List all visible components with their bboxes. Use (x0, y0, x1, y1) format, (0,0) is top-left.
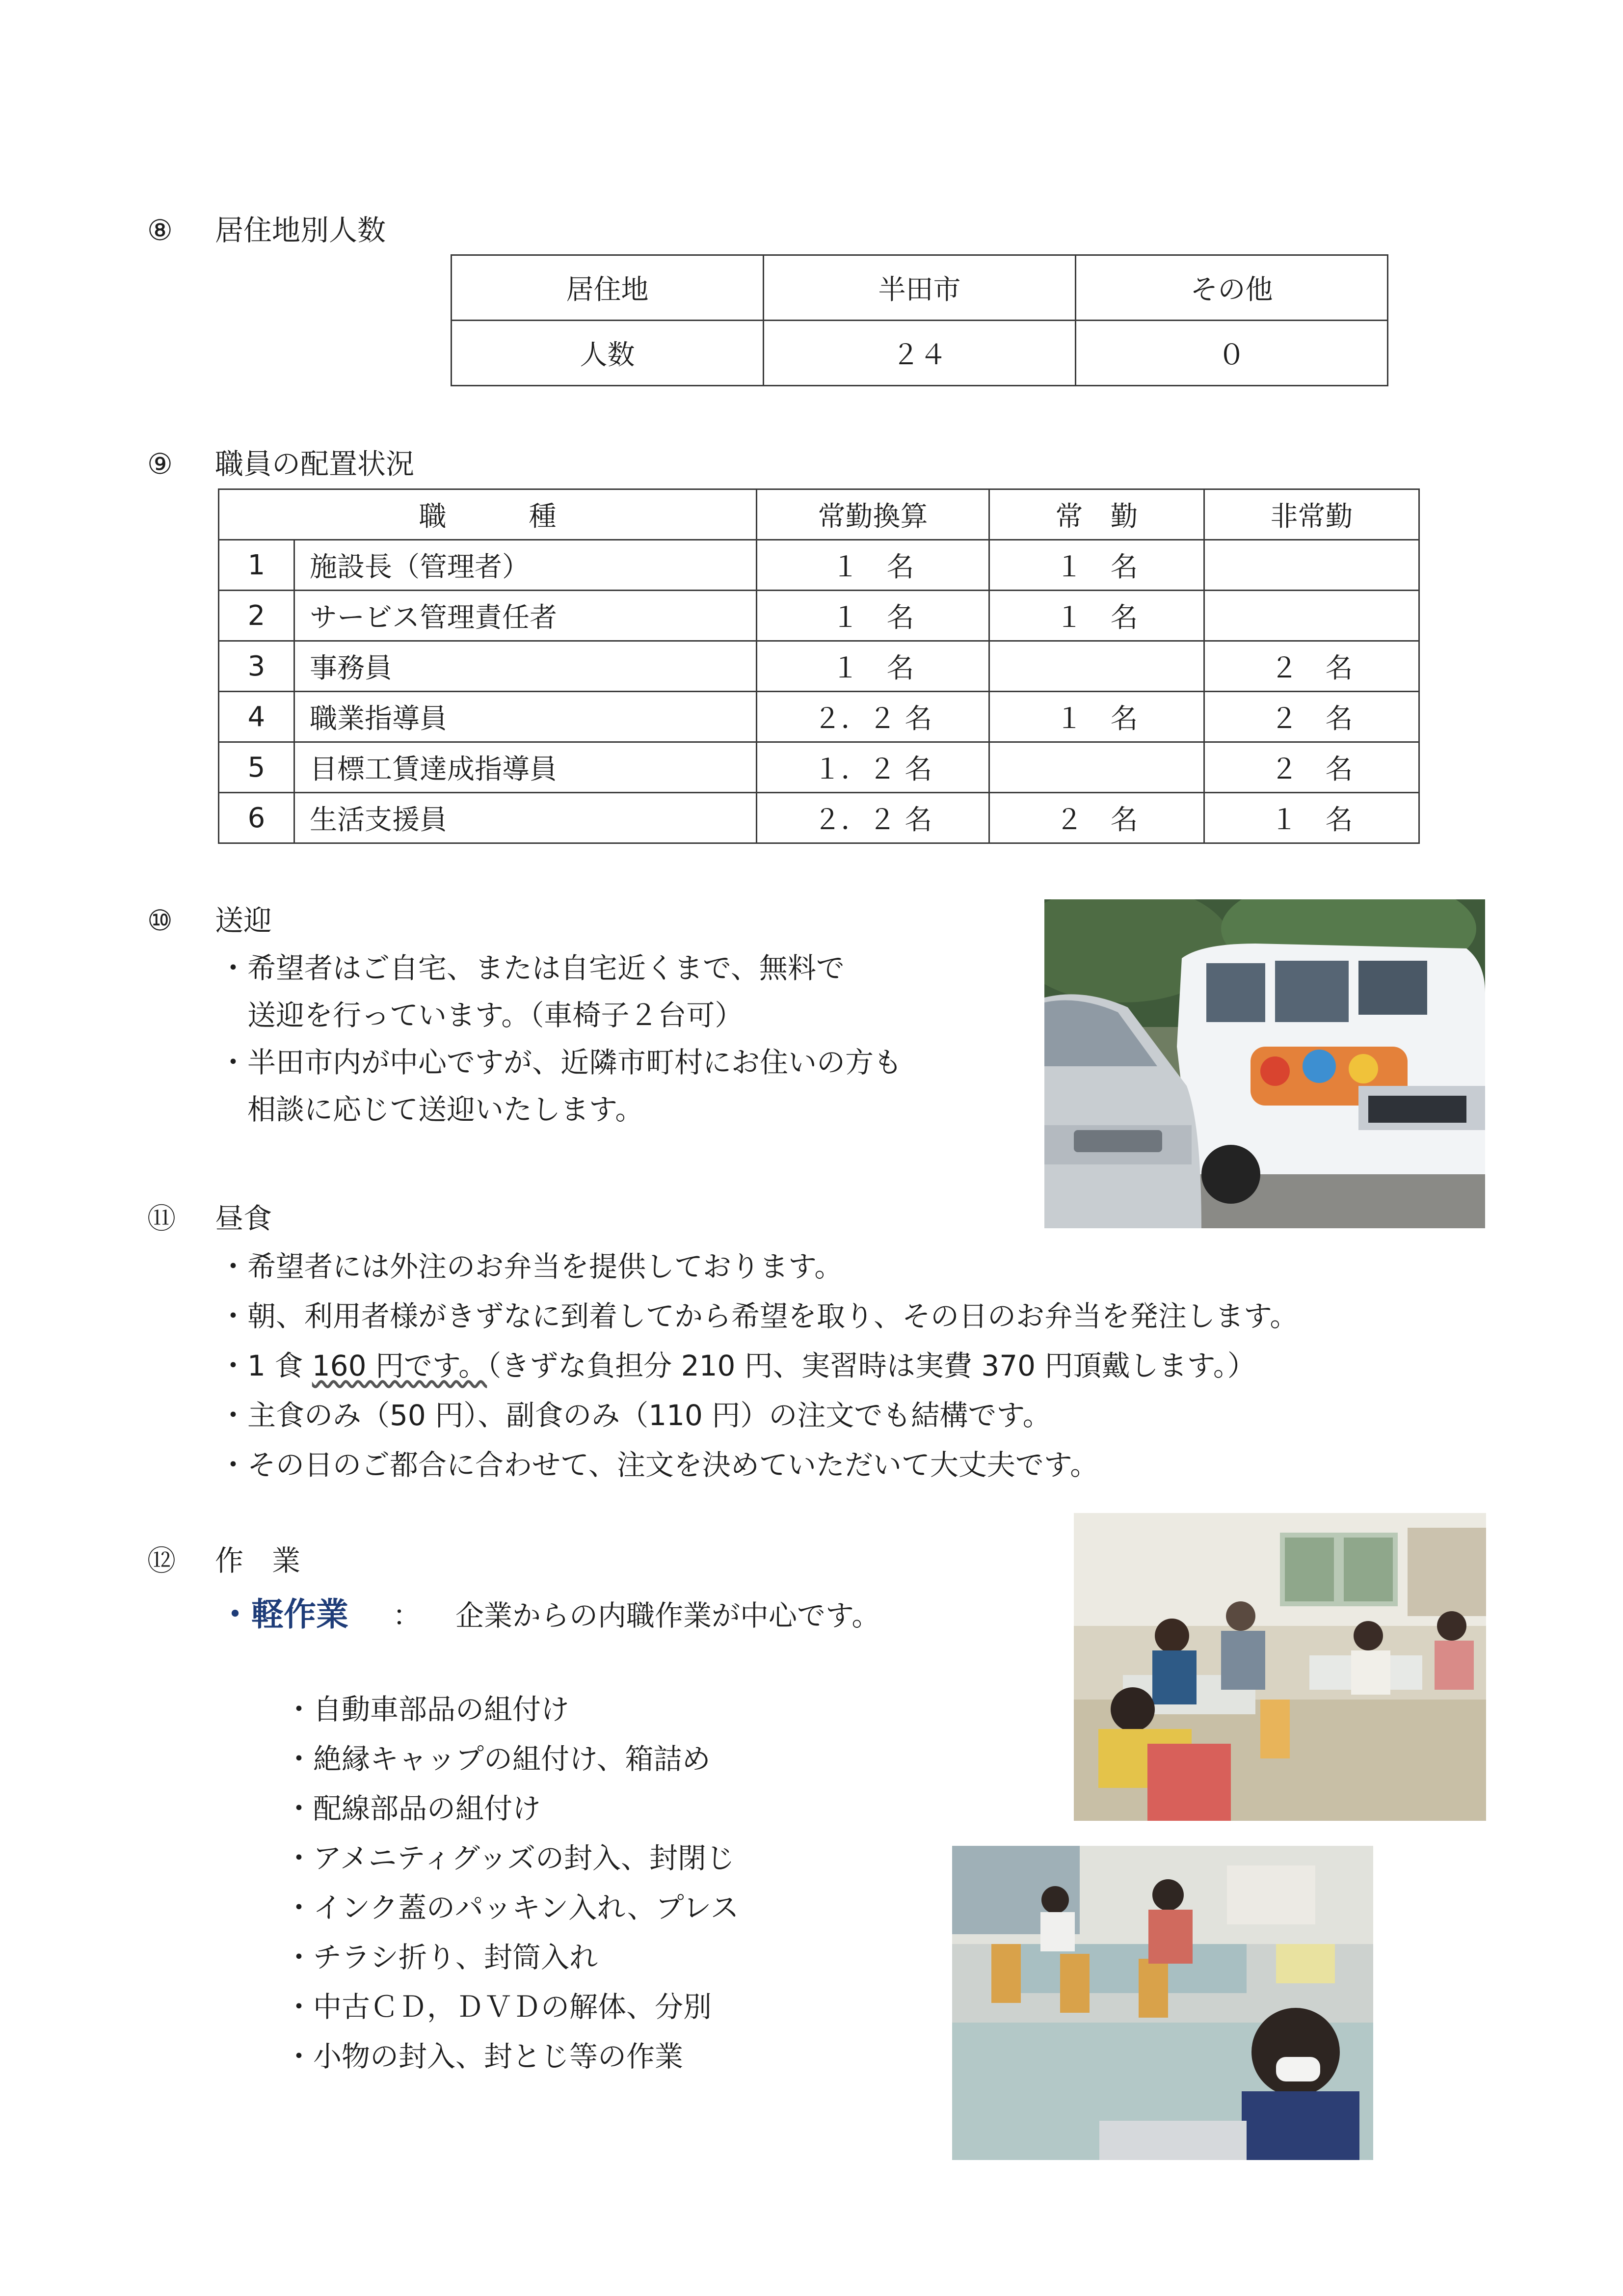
job-title: 目標工賃達成指導員 (294, 742, 757, 793)
section11-title: 昼食 (215, 1202, 272, 1235)
table-header: その他 (1076, 255, 1388, 321)
task-list (285, 1685, 739, 2081)
section10-heading (147, 906, 272, 935)
list-item: ・自動車部品の組付け (285, 1693, 570, 1726)
part-time-cell: ２ 名 (1204, 641, 1419, 692)
section8-title: 居住地別人数 (215, 214, 386, 247)
full-time-cell: １ 名 (989, 591, 1204, 641)
table-row (219, 591, 1419, 641)
light-work-desc: 企業からの内職作業が中心です。 (455, 1599, 880, 1632)
price-suffix: （きずな負担分 210 円、実習時は実費 370 円頂戴します。） (487, 1349, 1256, 1382)
workers-illustration (952, 1846, 1373, 2160)
section11-heading (147, 1204, 272, 1233)
job-title: サービス管理責任者 (294, 591, 757, 641)
fte-cell: １．２ 名 (757, 742, 989, 793)
list-item: ・中古ＣＤ，ＤＶＤの解体、分別 (285, 1990, 712, 2024)
list-item: ・絶縁キャップの組付け、箱詰め (285, 1742, 711, 1776)
row-number: 3 (219, 641, 294, 692)
row-number: 2 (219, 591, 294, 641)
section8-number: ⑧ (147, 214, 173, 247)
photo-workers (952, 1846, 1373, 2160)
price-highlight: 160 円です。 (312, 1349, 487, 1382)
job-title: 職業指導員 (294, 692, 757, 742)
table-cell: ０ (1076, 321, 1388, 386)
section9-number: ⑨ (147, 447, 173, 481)
table-header: 常勤換算 (757, 489, 989, 540)
table-row (219, 793, 1419, 843)
section12-heading (147, 1546, 300, 1575)
transport-line: 相談に応じて送迎いたします。 (247, 1093, 644, 1126)
table-row (219, 692, 1419, 742)
table-cell: ２４ (764, 321, 1076, 386)
row-number: 4 (219, 692, 294, 742)
full-time-cell (989, 742, 1204, 793)
transport-line: ・希望者はご自宅、または自宅近くまで、無料で (219, 951, 845, 985)
job-title: 施設長（管理者） (294, 540, 757, 591)
photo-van (1044, 899, 1485, 1228)
section12-title: 作 業 (215, 1544, 301, 1577)
fte-cell: ２．２ 名 (757, 793, 989, 843)
table-row (452, 255, 1388, 321)
table-row (452, 321, 1388, 386)
part-time-cell: ２ 名 (1204, 692, 1419, 742)
full-time-cell (989, 641, 1204, 692)
table-header: 非常勤 (1204, 489, 1419, 540)
table-header: 常 勤 (989, 489, 1204, 540)
part-time-cell: ２ 名 (1204, 742, 1419, 793)
job-title: 事務員 (294, 641, 757, 692)
part-time-cell: １ 名 (1204, 793, 1419, 843)
lunch-text (219, 1242, 1298, 1490)
fte-cell: １ 名 (757, 641, 989, 692)
light-work-line (219, 1588, 880, 1639)
row-number: 1 (219, 540, 294, 591)
list-item: ・チラシ折り、封筒入れ (285, 1941, 598, 1974)
table-header: 半田市 (764, 255, 1076, 321)
part-time-cell (1204, 540, 1419, 591)
table-row (219, 489, 1419, 540)
list-item: ・アメニティグッズの封入、封閉じ (285, 1841, 735, 1875)
section12-number: ⑫ (147, 1544, 176, 1577)
full-time-cell: １ 名 (989, 540, 1204, 591)
part-time-cell (1204, 591, 1419, 641)
row-number: 5 (219, 742, 294, 793)
list-item: ・インク蓋のパッキン入れ、プレス (285, 1891, 739, 1924)
lunch-line: ・希望者には外注のお弁当を提供しております。 (219, 1250, 843, 1283)
section11-number: ⑪ (147, 1202, 176, 1235)
transport-text (219, 945, 902, 1133)
job-title: 生活支援員 (294, 793, 757, 843)
lunch-line: ・朝、利用者様がきずなに到着してから希望を取り、その日のお弁当を発注します。 (219, 1299, 1299, 1333)
transport-line: ・半田市内が中心ですが、近隣市町村にお住いの方も (219, 1046, 903, 1079)
fte-cell: ２．２ 名 (757, 692, 989, 742)
light-work-sep: ： (393, 1599, 422, 1632)
table-header: 職 種 (219, 489, 757, 540)
staff-table (218, 488, 1420, 844)
fte-cell: １ 名 (757, 591, 989, 641)
row-number: 6 (219, 793, 294, 843)
table-header: 居住地 (452, 255, 764, 321)
section8-heading (147, 214, 386, 247)
section9-title: 職員の配置状況 (215, 447, 415, 481)
table-cell: 人数 (452, 321, 764, 386)
section9-heading (147, 447, 415, 481)
list-item: ・配線部品の組付け (285, 1792, 541, 1825)
transport-line: 送迎を行っています。（車椅子２台可） (247, 999, 744, 1032)
table-row (219, 540, 1419, 591)
list-item: ・小物の封入、封とじ等の作業 (285, 2040, 684, 2073)
full-time-cell: １ 名 (989, 692, 1204, 742)
residence-table (451, 254, 1388, 386)
fte-cell: １ 名 (757, 540, 989, 591)
light-work-label: ・軽作業 (219, 1595, 348, 1633)
table-row (219, 641, 1419, 692)
lunch-line: ・主食のみ（50 円）、副食のみ（110 円）の注文でも結構です。 (219, 1399, 1051, 1432)
lunch-line: ・その日のご都合に合わせて、注文を決めていただいて大丈夫です。 (219, 1448, 1099, 1482)
van-illustration (1044, 899, 1485, 1228)
lunch-price-line (219, 1341, 1298, 1391)
section10-number: ⑩ (147, 904, 173, 937)
full-time-cell: ２ 名 (989, 793, 1204, 843)
photo-workroom (1074, 1513, 1486, 1821)
workroom-illustration (1074, 1513, 1486, 1821)
table-row (219, 742, 1419, 793)
price-prefix: ・1 食 (219, 1349, 312, 1382)
section10-title: 送迎 (215, 904, 272, 937)
